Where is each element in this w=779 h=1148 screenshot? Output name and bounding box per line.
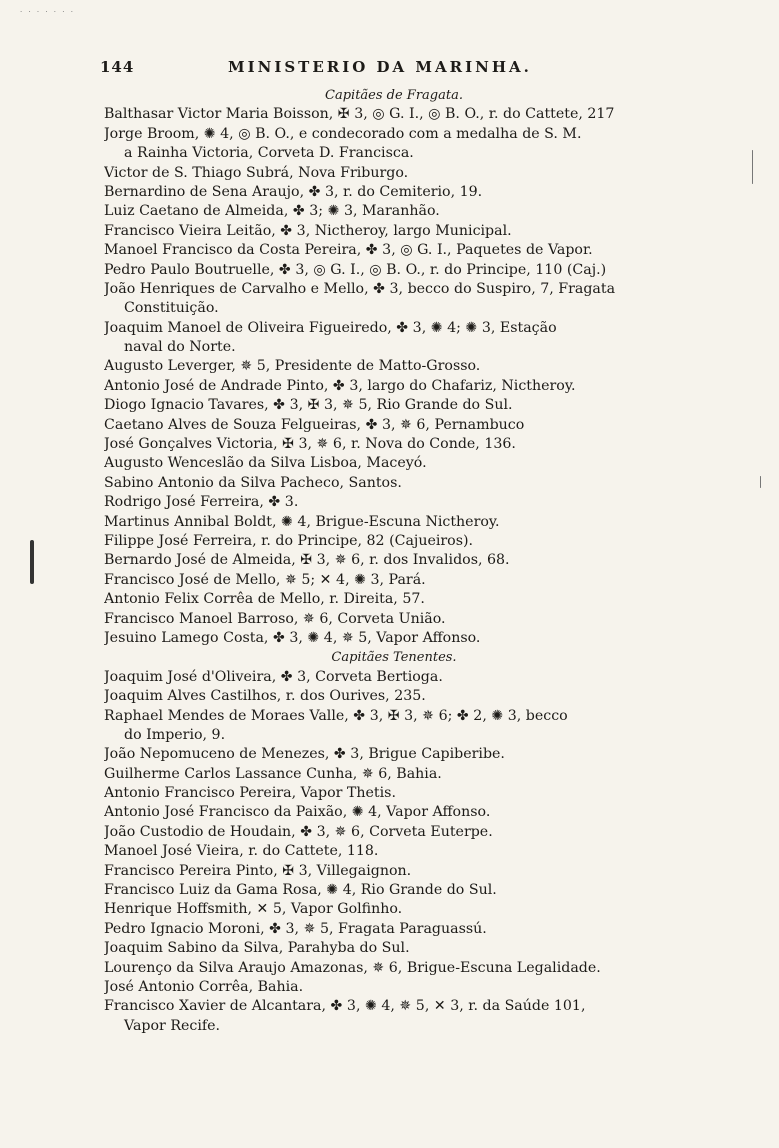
officer-entry: Luiz Caetano de Almeida, ✤ 3; ✺ 3, Maranhão.: [104, 203, 440, 220]
officer-entry: José Gonçalves Victoria, ✠ 3, ✵ 6, r. Nova do Conde, 136.: [104, 436, 516, 453]
officer-entry: Joaquim Alves Castilhos, r. dos Ourives, 235.: [104, 688, 426, 705]
officer-entry: Caetano Alves de Souza Felgueiras, ✤ 3, ✵ 6, Pernambuco: [104, 416, 525, 433]
officer-entry: Francisco José de Mello, ✵ 5; ✕ 4, ✺ 3, Pará.: [104, 571, 426, 588]
officer-entry: Antonio Francisco Pereira, Vapor Thetis.: [104, 785, 396, 802]
page-header: [100, 58, 660, 82]
officer-entry: Manoel José Vieira, r. do Cattete, 118.: [104, 843, 379, 860]
officer-entry: Jesuino Lamego Costa, ✤ 3, ✺ 4, ✵ 5, Vapor Affonso.: [104, 629, 481, 646]
officer-entry: Raphael Mendes de Moraes Valle, ✤ 3, ✠ 3, ✵ 6; ✤ 2, ✺ 3, becco: [104, 707, 568, 724]
entry-continuation: naval do Norte.: [124, 339, 236, 356]
margin-line-mark: [752, 150, 753, 184]
officer-entry: Guilherme Carlos Lassance Cunha, ✵ 6, Bahia.: [104, 765, 442, 782]
page-number: 144: [100, 58, 135, 76]
officer-entry: Augusto Wenceslão da Silva Lisboa, Maceyó.: [104, 455, 427, 472]
entry-continuation: Vapor Recife.: [124, 1017, 221, 1034]
officer-entry: Augusto Leverger, ✵ 5, Presidente de Matto-Grosso.: [104, 358, 481, 375]
officer-entry: Francisco Pereira Pinto, ✠ 3, Villegaignon.: [104, 862, 412, 879]
officer-entry: Francisco Manoel Barroso, ✵ 6, Corveta União.: [104, 610, 446, 627]
officer-entry: João Custodio de Houdain, ✤ 3, ✵ 6, Corveta Euterpe.: [104, 823, 493, 840]
officer-entry: Jorge Broom, ✺ 4, ◎ B. O., e condecorado com a medalha de S. M.: [104, 125, 582, 142]
officer-entry: Bernardo José de Almeida, ✠ 3, ✵ 6, r. dos Invalidos, 68.: [104, 552, 510, 569]
officer-entry: Joaquim Sabino da Silva, Parahyba do Sul.: [104, 940, 410, 957]
officer-entry: Filippe José Ferreira, r. do Principe, 82 (Cajueiros).: [104, 532, 474, 549]
officer-entry: Pedro Ignacio Moroni, ✤ 3, ✵ 5, Fragata Paraguassú.: [104, 920, 487, 937]
officer-entry: Diogo Ignacio Tavares, ✤ 3, ✠ 3, ✵ 5, Rio Grande do Sul.: [104, 397, 513, 414]
officer-entry: João Nepomuceno de Menezes, ✤ 3, Brigue Capiberibe.: [104, 746, 505, 763]
scan-dots: · · · · · · ·: [20, 8, 75, 16]
margin-tick-mark: [760, 476, 761, 488]
officer-entry: Balthasar Victor Maria Boisson, ✠ 3, ◎ G. I., ◎ B. O., r. do Cattete, 217: [104, 106, 615, 123]
officer-list: [104, 86, 664, 1036]
section-heading: Capitães Tenentes.: [331, 650, 457, 666]
officer-entry: Francisco Luiz da Gama Rosa, ✺ 4, Rio Grande do Sul.: [104, 882, 497, 899]
section-heading: Capitães de Fragata.: [325, 88, 463, 103]
officer-entry: Victor de S. Thiago Subrá, Nova Friburgo.: [104, 164, 409, 181]
running-title: MINISTERIO DA MARINHA.: [228, 58, 532, 76]
officer-entry: Rodrigo José Ferreira, ✤ 3.: [104, 494, 299, 511]
officer-entry: Manoel Francisco da Costa Pereira, ✤ 3, ◎ G. I., Paquetes de Vapor.: [104, 242, 593, 259]
officer-entry: Joaquim José d'Oliveira, ✤ 3, Corveta Bertioga.: [104, 668, 443, 685]
margin-bracket-mark: [30, 540, 34, 584]
officer-entry: Antonio José de Andrade Pinto, ✤ 3, largo do Chafariz, Nictheroy.: [104, 377, 576, 394]
officer-entry: Bernardino de Sena Araujo, ✤ 3, r. do Cemiterio, 19.: [104, 183, 483, 200]
officer-entry: Antonio Felix Corrêa de Mello, r. Direita, 57.: [104, 591, 425, 608]
officer-entry: Henrique Hoffsmith, ✕ 5, Vapor Golfinho.: [104, 901, 403, 918]
entry-continuation: do Imperio, 9.: [124, 726, 226, 743]
entry-continuation: Constituição.: [124, 300, 219, 317]
officer-entry: João Henriques de Carvalho e Mello, ✤ 3, becco do Suspiro, 7, Fragata: [104, 280, 616, 297]
officer-entry: Francisco Vieira Leitão, ✤ 3, Nictheroy, largo Municipal.: [104, 222, 512, 239]
officer-entry: José Antonio Corrêa, Bahia.: [104, 978, 304, 995]
officer-entry: Joaquim Manoel de Oliveira Figueiredo, ✤ 3, ✺ 4; ✺ 3, Estação: [104, 319, 557, 336]
entry-continuation: a Rainha Victoria, Corveta D. Francisca.: [124, 145, 414, 162]
officer-entry: Pedro Paulo Boutruelle, ✤ 3, ◎ G. I., ◎ B. O., r. do Principe, 110 (Caj.): [104, 261, 607, 278]
officer-entry: Francisco Xavier de Alcantara, ✤ 3, ✺ 4, ✵ 5, ✕ 3, r. da Saúde 101,: [104, 998, 586, 1015]
officer-entry: Sabino Antonio da Silva Pacheco, Santos.: [104, 474, 402, 491]
officer-entry: Martinus Annibal Boldt, ✺ 4, Brigue-Escuna Nictheroy.: [104, 513, 500, 530]
officer-entry: Antonio José Francisco da Paixão, ✺ 4, Vapor Affonso.: [104, 804, 491, 821]
officer-entry: Lourenço da Silva Araujo Amazonas, ✵ 6, Brigue-Escuna Legalidade.: [104, 959, 601, 976]
